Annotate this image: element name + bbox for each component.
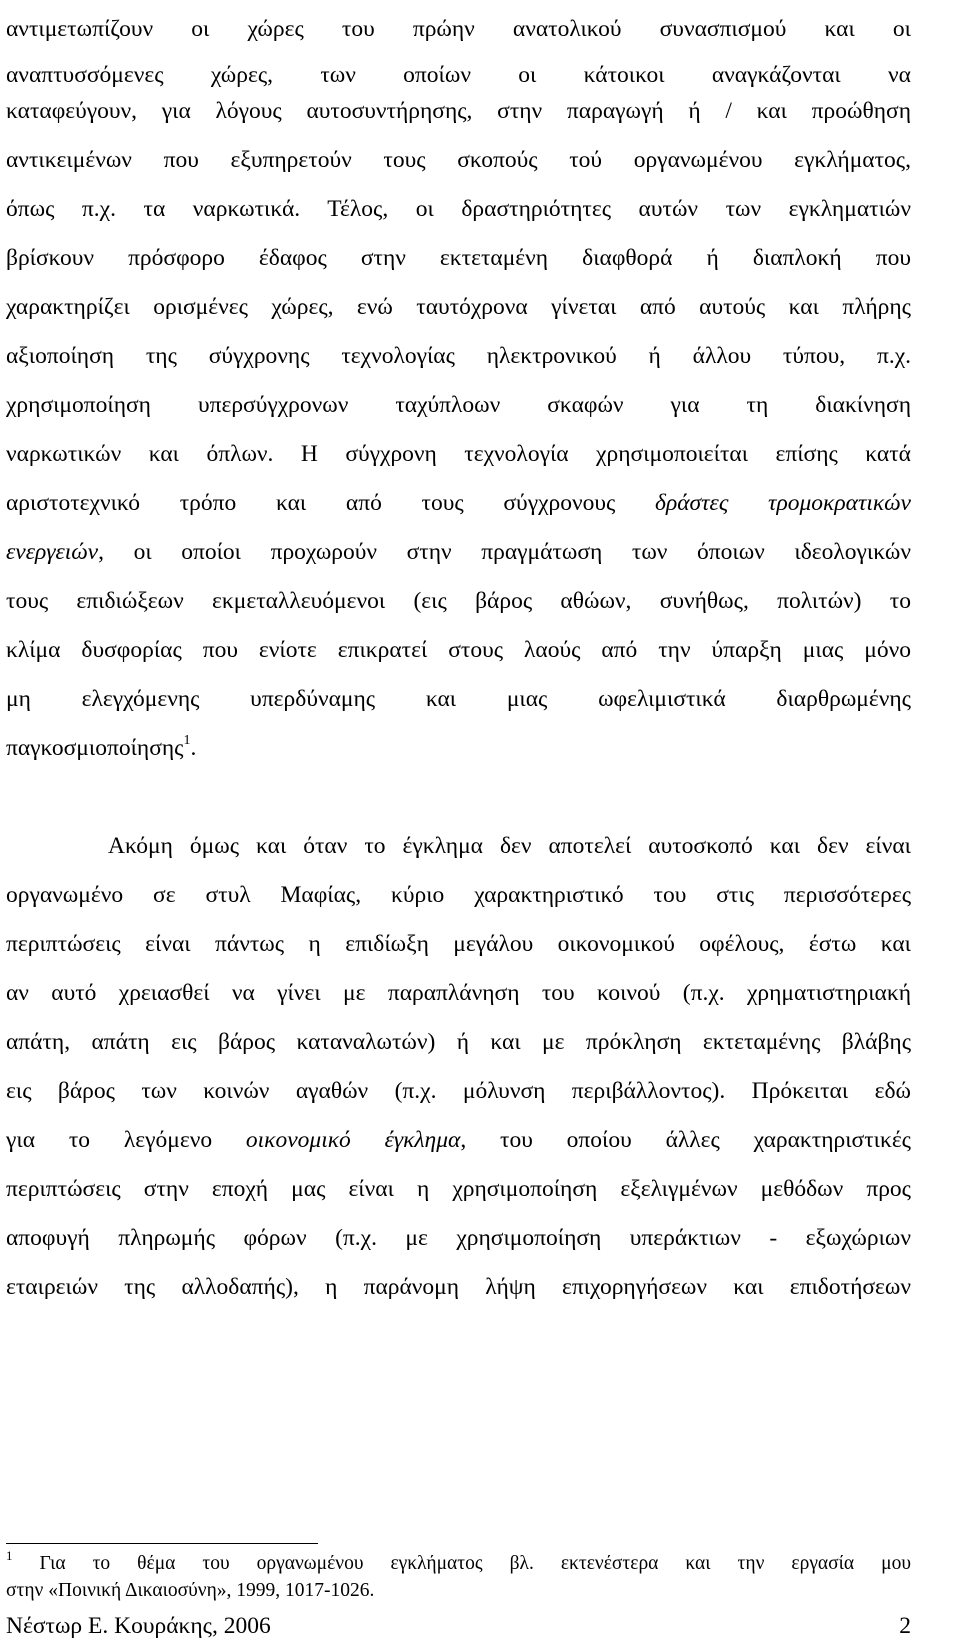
line-11-italic: δράστες τρομοκρατικών xyxy=(655,490,911,516)
paragraph-2-line-3: περιπτώσεις είναι πάντως η επιδίωξη μεγάλου οικονομικού οφέλους, έστω και xyxy=(6,931,911,957)
line-11-text: αριστοτεχνικό τρόπο και από τους σύγχρονους xyxy=(6,490,656,516)
footnote-line-2: στην «Ποινική Δικαιοσύνη», 1999, 1017-1026. xyxy=(6,1580,375,1601)
paragraph-2-line-4: αν αυτό χρειασθεί να γίνει με παραπλάνηση του κοινού (π.χ. χρηματιστηριακή xyxy=(6,980,911,1006)
paragraph-2-line-8: περιπτώσεις στην εποχή μας είναι η χρησιμοποίηση εξελιγμένων μεθόδων προς xyxy=(6,1176,911,1202)
paragraph-1-line-2: αναπτυσσόμενες χώρες, των οποίων οι κάτοικοι αναγκάζονται να xyxy=(6,62,911,88)
paragraph-1-line-3: καταφεύγουν, για λόγους αυτοσυντήρησης, στην παραγωγή ή / και προώθηση xyxy=(6,98,911,124)
line-7-post: , του οποίου άλλες χαρακτηριστικές xyxy=(460,1127,911,1153)
paragraph-2-line-5: απάτη, απάτη εις βάρος καταναλωτών) ή και με πρόκληση εκτεταμένης βλάβης xyxy=(6,1029,911,1055)
page-number: 2 xyxy=(899,1613,911,1639)
footnote-line-1 xyxy=(6,1548,911,1576)
paragraph-1-line-16 xyxy=(6,733,911,763)
paragraph-1-line-15: μη ελεγχόμενης υπερδύναμης και μιας ωφελιμιστικά διαρθρωμένης xyxy=(6,686,911,712)
footnote-reference[interactable]: 1 xyxy=(183,733,191,748)
last-line-text: παγκοσμιοποίησης xyxy=(6,735,184,761)
last-line-end: . xyxy=(190,735,197,761)
line-12-italic: ενεργειών xyxy=(6,539,99,565)
paragraph-1-line-11 xyxy=(6,488,911,518)
line-7-italic: οικονομικό έγκλημα xyxy=(245,1127,461,1153)
paragraph-1-line-7: χαρακτηρίζει ορισμένες χώρες, ενώ ταυτόχρονα γίνεται από αυτούς και πλήρης xyxy=(6,294,911,320)
footnote-separator xyxy=(6,1543,318,1544)
paragraph-1-line-10: ναρκωτικών και όπλων. Η σύγχρονη τεχνολογία χρησιμοποιείται επίσης κατά xyxy=(6,441,911,467)
paragraph-1-line-8: αξιοποίηση της σύγχρονης τεχνολογίας ηλεκτρονικού ή άλλου τύπου, π.χ. xyxy=(6,343,911,369)
paragraph-1-line-5: όπως π.χ. τα ναρκωτικά. Τέλος, οι δραστηριότητες αυτών των εγκληματιών xyxy=(6,196,911,222)
paragraph-2-line-9: αποφυγή πληρωμής φόρων (π.χ. με χρησιμοποίηση υπεράκτιων - εξωχώριων xyxy=(6,1225,911,1251)
paragraph-1-line-6: βρίσκουν πρόσφορο έδαφος στην εκτεταμένη διαφθορά ή διαπλοκή που xyxy=(6,245,911,271)
paragraph-1-line-1: αντιμετωπίζουν οι χώρες του πρώην ανατολικού συνασπισμού και οι xyxy=(6,16,911,42)
footer-author-year: Νέστωρ Ε. Κουράκης, 2006 xyxy=(6,1613,271,1639)
paragraph-2-line-6: εις βάρος των κοινών αγαθών (π.χ. μόλυνση περιβάλλοντος). Πρόκειται εδώ xyxy=(6,1078,911,1104)
paragraph-1-line-9: χρησιμοποίηση υπερσύγχρονων ταχύπλοων σκαφών για τη διακίνηση xyxy=(6,392,911,418)
paragraph-2-line-10: εταιρειών της αλλοδαπής), η παράνομη λήψη επιχορηγήσεων και επιδοτήσεων xyxy=(6,1274,911,1300)
paragraph-1-line-14: κλίμα δυσφορίας που ενίοτε επικρατεί στους λαούς από την ύπαρξη μιας μόνο xyxy=(6,637,911,663)
paragraph-1-line-12 xyxy=(6,537,911,567)
paragraph-2-line-1: Ακόμη όμως και όταν το έγκλημα δεν αποτελεί αυτοσκοπό και δεν είναι xyxy=(108,833,911,859)
paragraph-2-line-2: οργανωμένο σε στυλ Μαφίας, κύριο χαρακτηριστικό του στις περισσότερες xyxy=(6,882,911,908)
line-7-pre: για το λεγόμενο xyxy=(6,1127,246,1153)
paragraph-1-line-4: αντικειμένων που εξυπηρετούν τους σκοπούς τού οργανωμένου εγκλήματος, xyxy=(6,147,911,173)
paragraph-2-line-7 xyxy=(6,1125,911,1155)
paragraph-1-line-13: τους επιδιώξεων εκμεταλλευόμενοι (εις βάρος αθώων, συνήθως, πολιτών) το xyxy=(6,588,911,614)
footnote-text-1: Για το θέμα του οργανωμένου εγκλήματος βλ. εκτενέστερα και την εργασία μου xyxy=(39,1553,911,1574)
page-footer xyxy=(6,1611,911,1641)
footnote-number: 1 xyxy=(6,1548,13,1563)
line-12-text: , οι οποίοι προχωρούν στην πραγμάτωση των όποιων ιδεολογικών xyxy=(98,539,911,565)
